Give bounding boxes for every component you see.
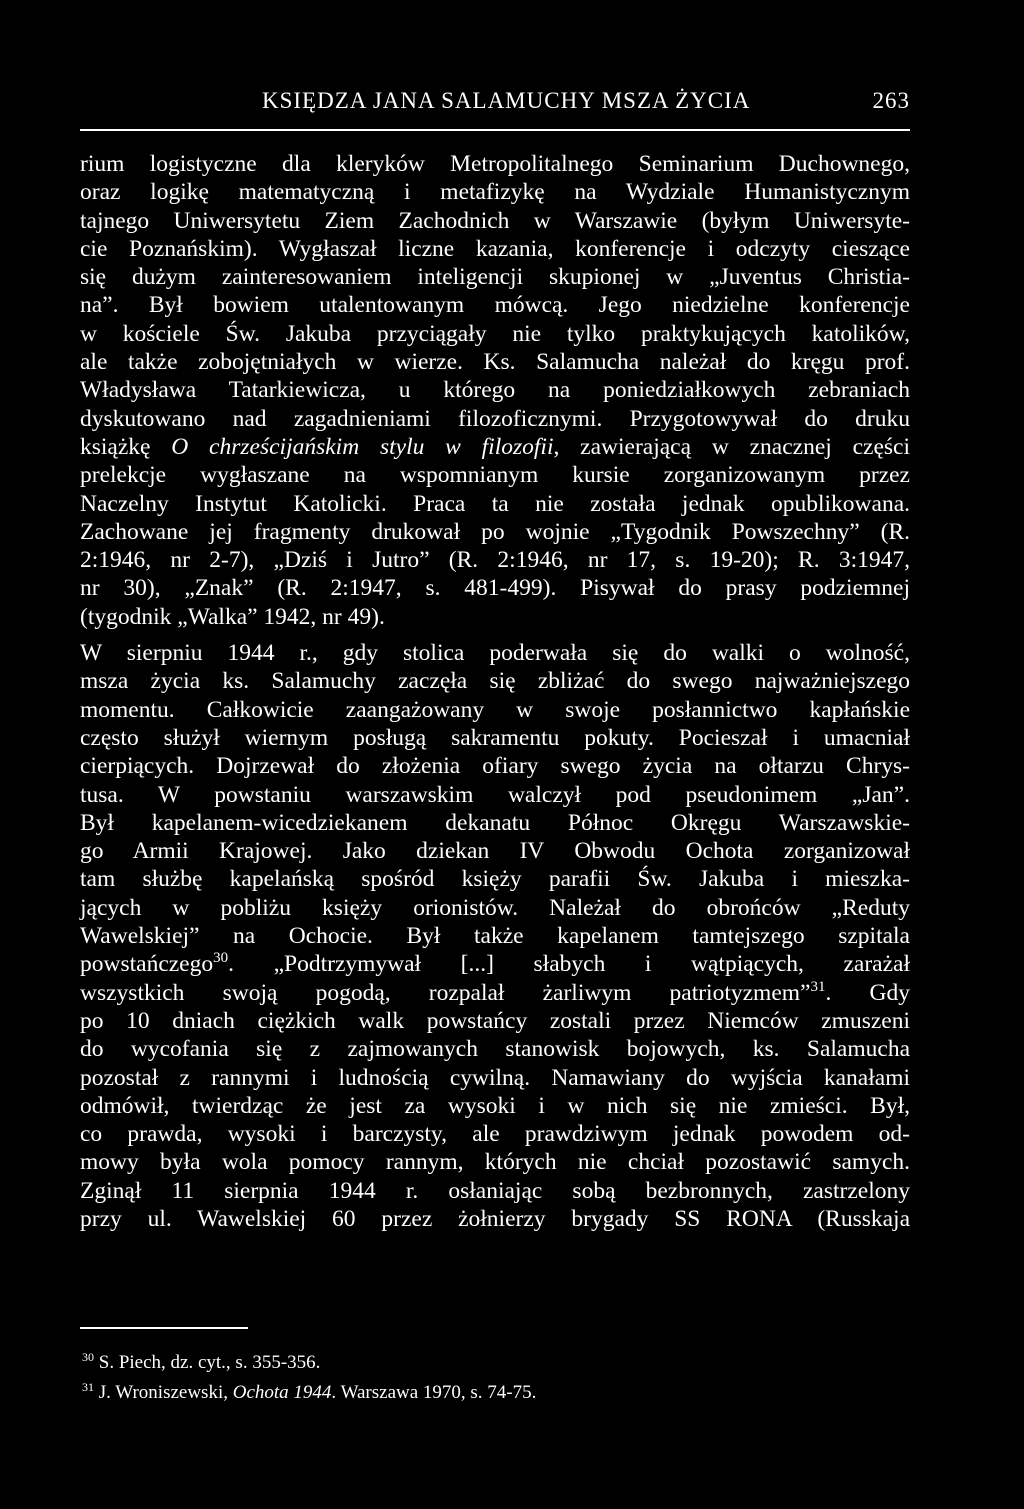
footnote-ref-30: 30 [213,950,229,967]
text-line: (tygodnik „Walka” 1942, nr 49). [80,603,385,630]
text-line: tusa. W powstaniu warszawskim walczył pod pseudonimem „Jan”. [80,781,910,808]
text-line: 2:1946, nr 2-7), „Dziś i Jutro” (R. 2:1946, nr 17, s. 19-20); R. 3:1947, [80,547,910,574]
page-number: 263 [872,88,910,113]
body-text [80,150,910,1233]
text-line: go Armii Krajowej. Jako dziekan IV Obwodu Ochota zorganizował [80,838,910,865]
text-line: oraz logikę matematyczną i metafizykę na Wydziale Humanistycznym [80,179,910,206]
text-line: po 10 dniach ciężkich walk powstańcy zostali przez Niemców zmuszeni [80,1007,910,1034]
text-line: często służył wiernym posługą sakramentu pokuty. Pocieszał i umacniał [80,724,910,751]
text-line: powstańczego$^{30}$. „Podtrzymywał [...] słabych i wątpiących, zarażał [80,950,910,978]
text-line: przy ul. Wawelskiej 60 przez żołnierzy brygady SS RONA (Russkaja [80,1205,910,1232]
text-line: książkę O chrześcijańskim stylu w filozofii, zawierającą w znacznej części [80,433,911,460]
footnote-text-before: J. Wroniszewski, [94,1382,233,1403]
text-line: Zachowane jej fragmenty drukował po wojnie „Tygodnik Powszechny” (R. [80,518,910,545]
footnote-ref-31: 31 [810,978,826,995]
text-line: w kościele Św. Jakuba przyciągały nie tylko praktykujących katolików, [80,320,910,347]
text-line: dyskutowano nad zagadnieniami filozoficznymi. Przygotowywał do druku [80,405,910,432]
text-line: mowy była wola pomocy rannym, których nie chciał pozostawić samych. [80,1149,910,1176]
text-line: cie Poznańskim). Wygłaszał liczne kazania, konferencje i odczyty cieszące [80,235,910,262]
text-line: ale także zobojętniałych w wierze. Ks. Salamucha należał do kręgu prof. [80,349,910,376]
text-line: tajnego Uniwersytetu Ziem Zachodnich w Warszawie (byłym Uniwersyte- [80,207,910,234]
text-line: cierpiących. Dojrzewał do złożenia ofiary swego życia na ołtarzu Chrys- [80,753,910,780]
text-line: odmówił, twierdząc że jest za wysoki i w nich się nie zmieści. Był, [80,1092,910,1119]
running-head [80,88,910,124]
text-line: wszystkich swoją pogodą, rozpalał żarliwym patriotyzmem”$^{31}$. Gdy [80,978,910,1006]
text-line: Naczelny Instytut Katolicki. Praca ta nie została jednak opublikowana. [80,490,910,517]
text-line: Zginął 11 sierpnia 1944 r. osłaniając sobą bezbronnych, zastrzelony [80,1177,910,1204]
footnote-text: S. Piech, dz. cyt., s. 355-356. [94,1352,321,1373]
footnote-italic-title: Ochota 1944 [232,1382,332,1403]
text-line: W sierpniu 1944 r., gdy stolica poderwała się do walki o wolność, [80,640,910,667]
header-rule [80,129,910,131]
text-line: momentu. Całkowicie zaangażowany w swoje posłannictwo kapłańskie [80,696,910,723]
footnote-marker: 30 [82,1350,94,1364]
text-line: Był kapelanem-wicedziekanem dekanatu Północ Okręgu Warszawskie- [80,809,910,836]
running-title: KSIĘDZA JANA SALAMUCHY MSZA ŻYCIA [262,88,751,113]
footnote-rule [80,1327,248,1329]
text-line: pozostał z rannymi i ludnością cywilną. Namawiany do wyjścia kanałami [80,1064,910,1091]
italic-book-title: O chrześcijańskim stylu w filozofii [171,433,554,460]
text-line: na”. Był bowiem utalentowanym mówcą. Jego niedzielne konferencje [80,292,910,319]
footnote-marker: 31 [82,1380,94,1394]
text-line: Władysława Tatarkiewicza, u którego na poniedziałkowych zebraniach [80,377,910,404]
text-line: Wawelskiej” na Ochocie. Był także kapelanem tamtejszego szpitala [80,923,910,950]
text-line: co prawda, wysoki i barczysty, ale prawdziwym jednak powodem od- [80,1121,910,1148]
text-line: msza życia ks. Salamuchy zaczęła się zbliżać do swego najważniejszego [80,668,910,695]
footnote-text-after: . Warszawa 1970, s. 74-75. [331,1382,537,1403]
text-line: tam służbę kapelańską spośród księży parafii Św. Jakuba i mieszka- [80,866,910,893]
text-line: się dużym zainteresowaniem inteligencji skupionej w „Juventus Christia- [80,264,910,291]
text-line: do wycofania się z zajmowanych stanowisk bojowych, ks. Salamucha [80,1036,910,1063]
text-line: prelekcje wygłaszane na wspomnianym kursie zorganizowanym przez [80,462,910,489]
text-line: rium logistyczne dla kleryków Metropolitalnego Seminarium Duchownego, [80,151,910,177]
footnote-31 [80,1378,910,1408]
text-line: nr 30), „Znak” (R. 2:1947, s. 481-499). Pisywał do prasy podziemnej [80,575,910,602]
footnotes [80,1348,910,1408]
footnote-30 [80,1348,910,1378]
text-line: jących w pobliżu księży orionistów. Należał do obrońców „Reduty [80,894,910,921]
